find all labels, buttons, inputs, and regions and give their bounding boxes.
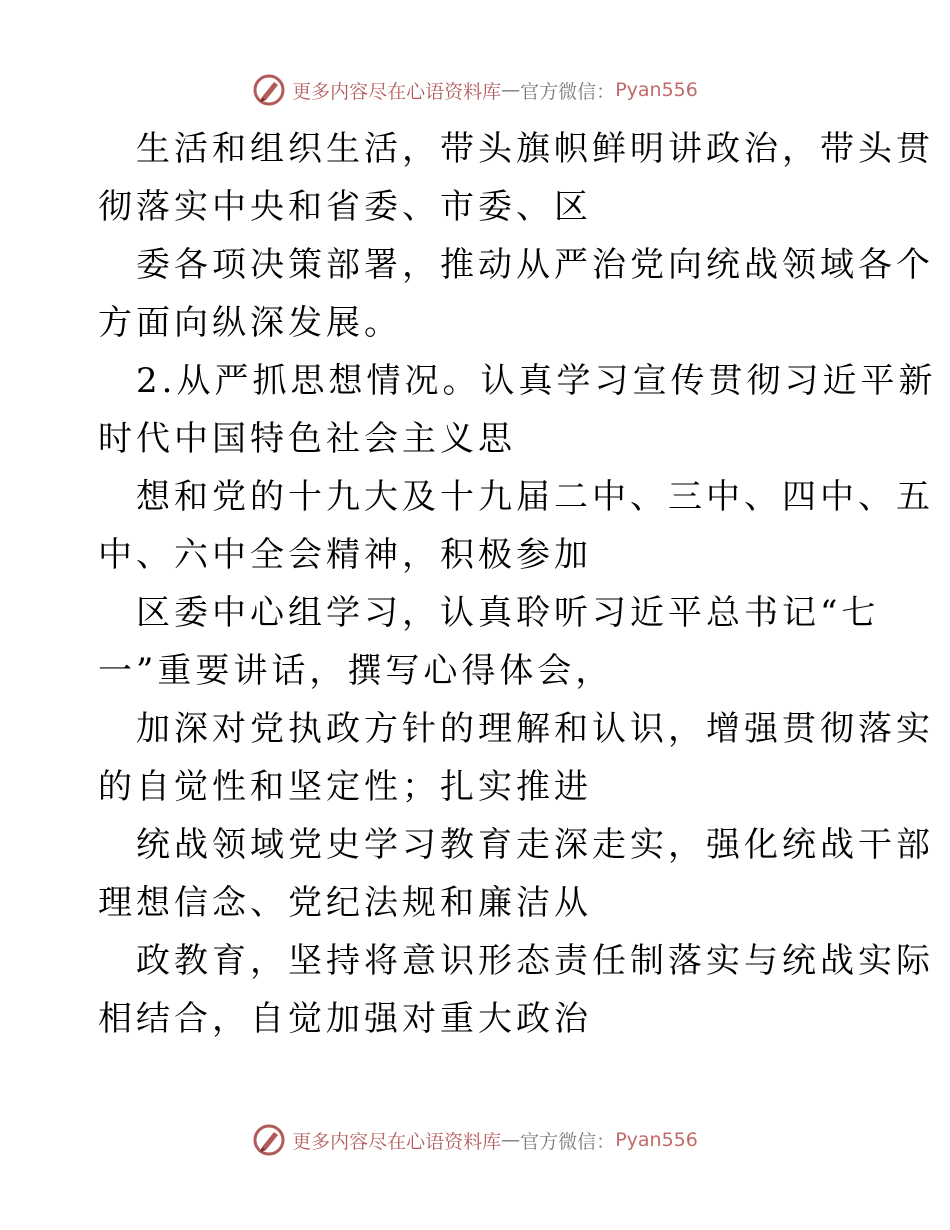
header-watermark [0,70,950,110]
text-line: 2.从严抓思想情况。认真学习宣传贯彻习近平新 [136,361,937,401]
text-line: 统战领域党史学习教育走深走实，强化统战干部 [136,825,934,865]
footer-official-label: 官方微信： [520,1130,616,1153]
text-line: 的自觉性和坚定性；扎实推进 [98,767,592,807]
text-line: 中、六中全会精神，积极参加 [98,535,592,575]
text-line: 想和党的十九大及十九届二中、三中、四中、五 [136,477,934,517]
text-line: 相结合，自觉加强对重大政治 [98,999,592,1039]
text-line: 加深对党执政方针的理解和认识，增强贯彻落实 [136,709,934,749]
pen-logo-icon [252,1123,286,1157]
text-line: 方面向纵深发展。 [98,303,402,343]
document-body [98,120,937,1048]
header-wechat-id: Pyan556 [615,79,698,101]
footer-wechat-id: Pyan556 [615,1129,698,1151]
text-line: 生活和组织生活，带头旗帜鲜明讲政治，带头贯 [136,129,934,169]
text-line: 一”重要讲话，撰写心得体会， [98,651,614,691]
text-line: 彻落实中央和省委、市委、区 [98,187,592,227]
pen-logo-icon [252,73,286,107]
text-line: 政教育，坚持将意识形态责任制落实与统战实际 [136,941,934,981]
footer-watermark [0,1120,950,1160]
header-brand-text: 更多内容尽在心语资料库 [292,80,502,103]
text-line: 区委中心组学习，认真聆听习近平总书记“七 [136,593,880,633]
footer-brand-text: 更多内容尽在心语资料库 [292,1130,502,1153]
header-official-label: 官方微信： [520,80,616,103]
text-line: 理想信念、党纪法规和廉洁从 [98,883,592,923]
text-line: 委各项决策部署，推动从严治党向统战领域各个 [136,245,934,285]
footer-separator: — [501,1129,521,1151]
text-line: 时代中国特色社会主义思 [98,419,516,459]
header-separator: — [501,79,521,101]
